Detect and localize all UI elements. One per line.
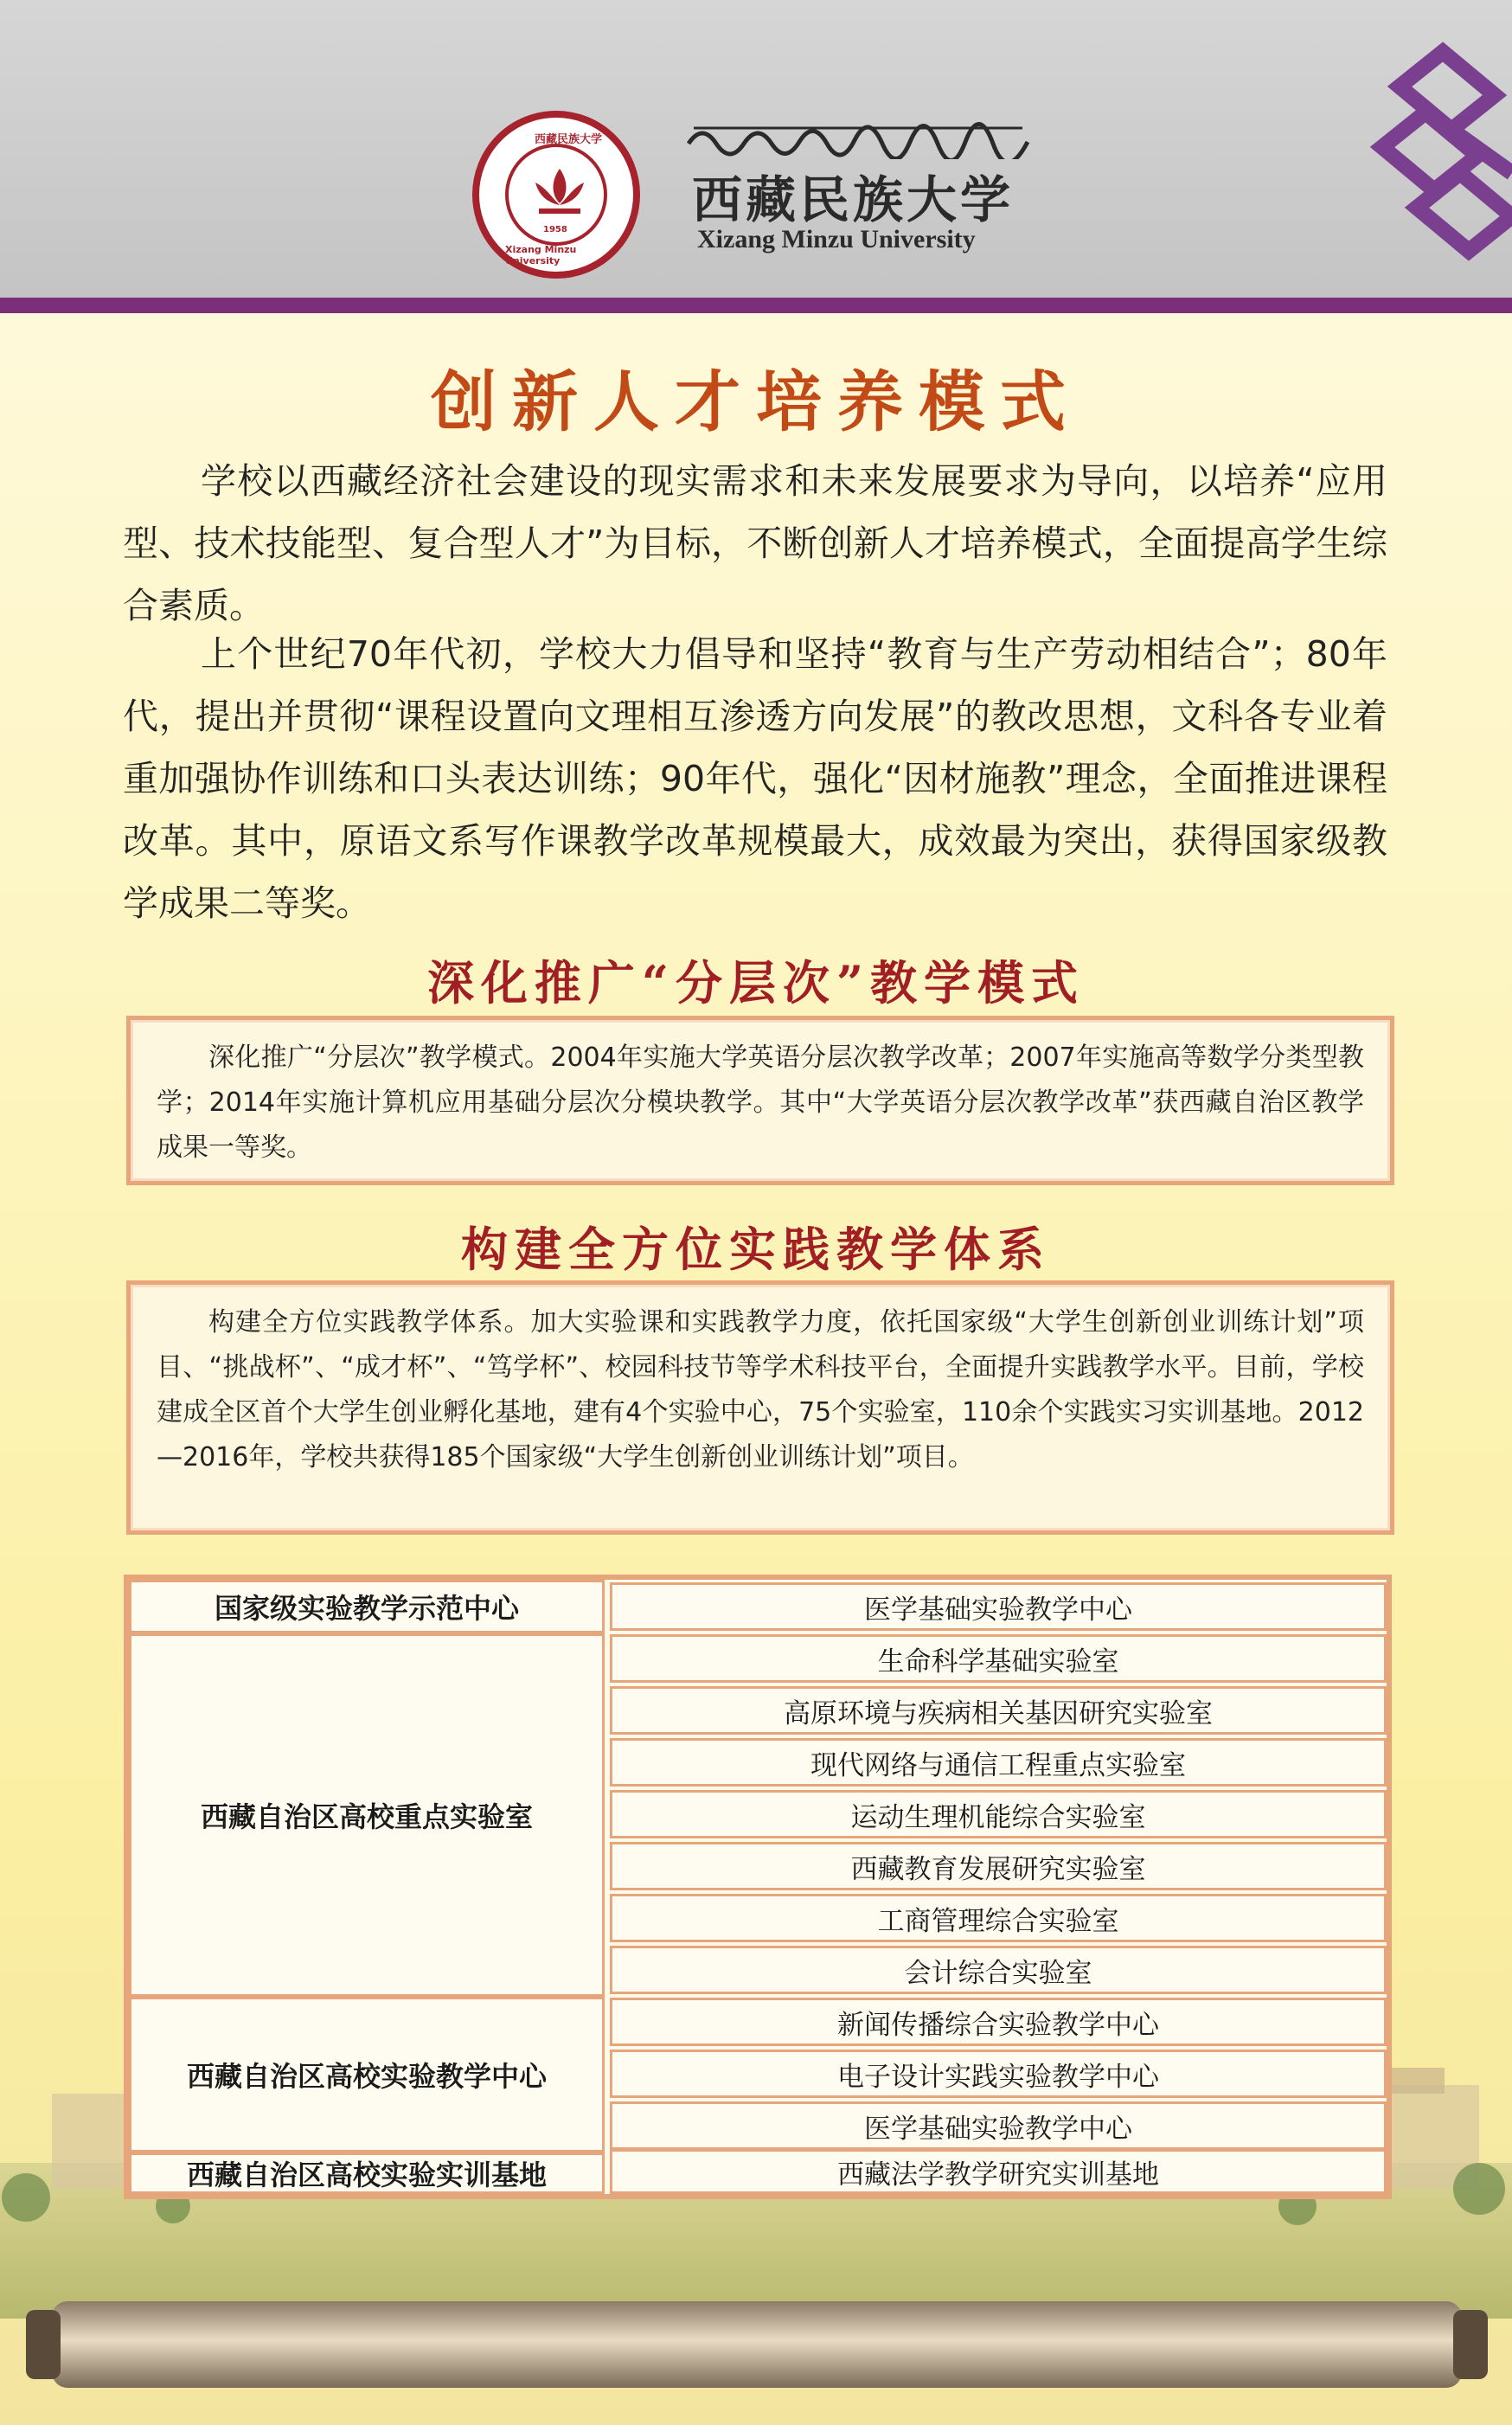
intro-paragraph-2: 上个世纪70年代初，学校大力倡导和坚持“教育与生产劳动相结合”；80年代，提出并贯彻“课程设置向文理相互渗透方向发展”的教改思想，文科各专业着重加强协作训练和口头表达训练；90年代，强化“因材施教”理念，全面推进课程改革。其中，原语文系写作课教学改革规模最大，成效最为突出，获得国家级教学成果二等奖。 <box>123 633 1387 924</box>
table-row: 医学基础实验教学中心 <box>610 1582 1387 1631</box>
category-national-demo-center: 国家级实验教学示范中心 <box>129 1580 605 1633</box>
table-row: 工商管理综合实验室 <box>610 1894 1387 1942</box>
tibetan-script-logo <box>685 118 1031 159</box>
table-row: 新闻传播综合实验教学中心 <box>610 1998 1387 2046</box>
brand-chinese-name: 西藏民族大学 <box>692 170 1015 229</box>
header-band <box>0 0 1512 298</box>
emblem-year: 1958 <box>543 225 567 234</box>
table-row: 生命科学基础实验室 <box>610 1634 1387 1683</box>
table-row: 西藏教育发展研究实验室 <box>610 1842 1387 1890</box>
university-emblem <box>472 111 640 279</box>
lotus-icon <box>527 165 593 217</box>
endless-knot-icon <box>1365 35 1512 277</box>
table-row: 西藏法学教学研究实训基地 <box>610 2149 1387 2194</box>
category-key-laboratories: 西藏自治区高校重点实验室 <box>129 1633 605 1997</box>
table-row: 会计综合实验室 <box>610 1946 1387 1994</box>
table-row: 高原环境与疾病相关基因研究实验室 <box>610 1686 1387 1735</box>
section-box-layered-teaching: 深化推广“分层次”教学模式。2004年实施大学英语分层次教学改革；2007年实施高等数学分类型教学；2014年实施计算机应用基础分层次分模块教学。其中“大学英语分层次教学改革”获西藏自治区教学成果一等奖。 <box>126 1016 1394 1185</box>
section-heading-layered-teaching: 深化推广“分层次”教学模式 <box>426 955 1086 1010</box>
table-row: 运动生理机能综合实验室 <box>610 1790 1387 1838</box>
table-row: 医学基础实验教学中心 <box>610 2101 1387 2150</box>
emblem-english: Xizang Minzu University <box>505 244 577 266</box>
table-row: 电子设计实践实验教学中心 <box>610 2050 1387 2098</box>
scroll-decoration <box>26 2284 1488 2405</box>
emblem-name: 西藏民族大学 <box>535 133 603 146</box>
lab-table <box>124 1575 1392 2199</box>
section-heading-practice-system: 构建全方位实践教学体系 <box>461 1222 1051 1277</box>
header-divider <box>0 298 1512 313</box>
brand-english-name: Xizang Minzu University <box>697 225 976 253</box>
table-row: 现代网络与通信工程重点实验室 <box>610 1738 1387 1787</box>
section-box-practice-system: 构建全方位实践教学体系。加大实验课和实践教学力度，依托国家级“大学生创新创业训练计划”项目、“挑战杯”、“成才杯”、“笃学杯”、校园科技节等学术科技平台，全面提升实践教学水平。目前，学校建成全区首个大学生创业孵化基地，建有4个实验中心，75个实验室，110余个实践实习实训基地。2012—2016年，学校共获得185个国家级“大学生创新创业训练计划”项目。 <box>126 1280 1394 1535</box>
category-experimental-teaching-centers: 西藏自治区高校实验教学中心 <box>129 1997 605 2152</box>
page-title: 创新人才培养模式 <box>431 363 1081 440</box>
category-training-bases: 西藏自治区高校实验实训基地 <box>129 2152 605 2194</box>
intro-paragraph-1: 学校以西藏经济社会建设的现实需求和未来发展要求为导向，以培养“应用型、技术技能型、复合型人才”为目标，不断创新人才培养模式，全面提高学生综合素质。 <box>123 460 1387 626</box>
